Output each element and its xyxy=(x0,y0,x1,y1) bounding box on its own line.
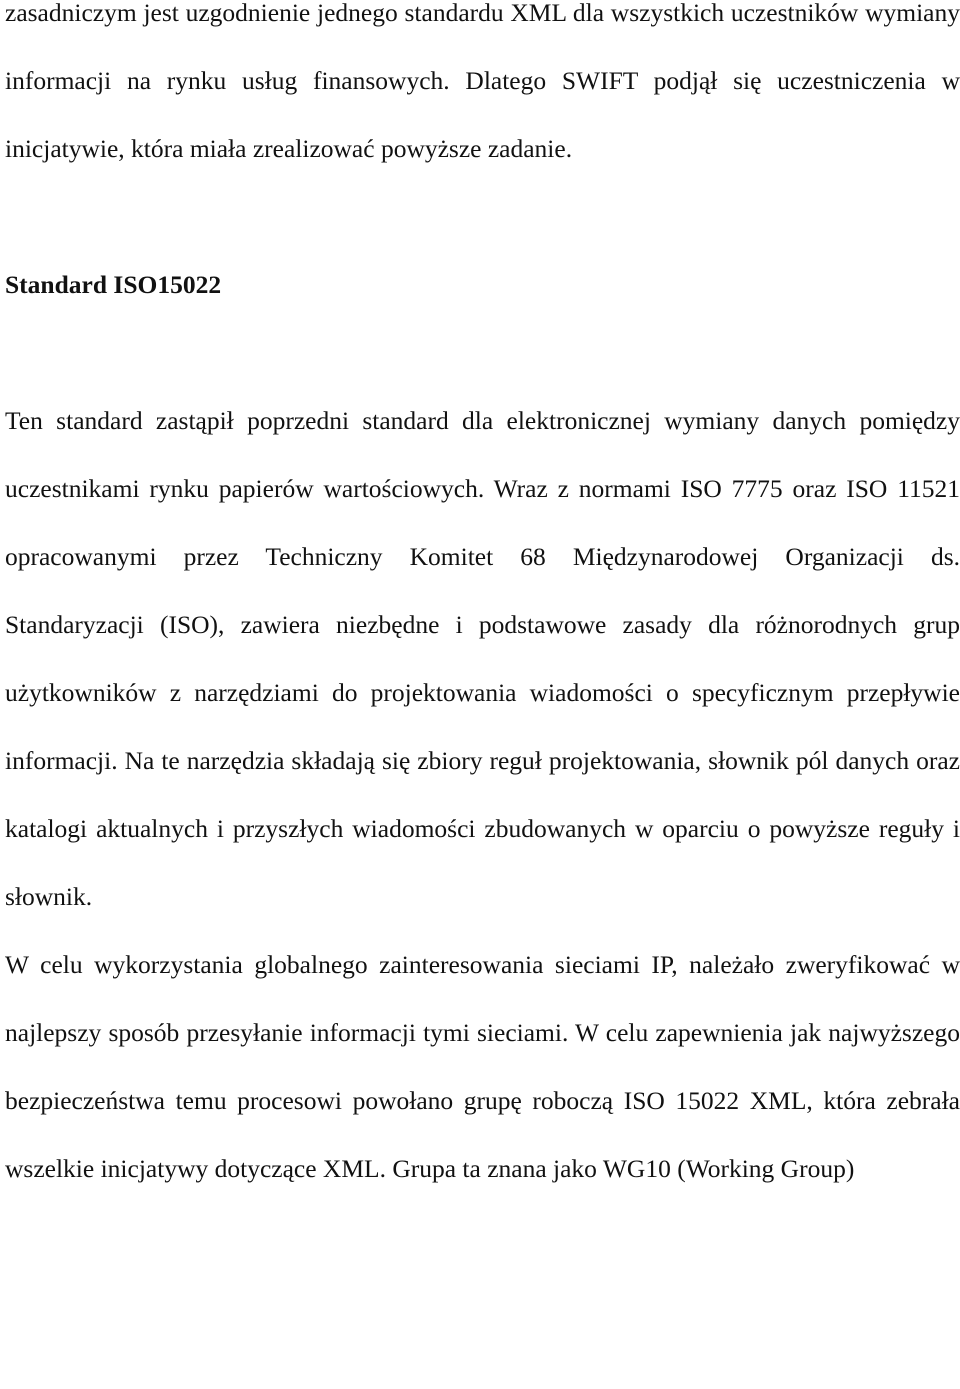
body-paragraph-2: W celu wykorzystania globalnego zainteresowania sieciami IP, należało zweryfikować w najlepszy sposób przesyłanie informacji tymi sieciami. W celu zapewnienia jak najwyższego bezpieczeństwa temu procesowi powołano grupę roboczą ISO 15022 XML, która zebrała wszelkie inicjatywy dotyczące XML. Grupa ta znana jako WG10 (Working Group) xyxy=(5,950,960,1183)
spacer xyxy=(5,183,960,251)
document-page xyxy=(5,0,960,1203)
section-heading: Standard ISO15022 xyxy=(5,270,222,299)
body-paragraph-1: Ten standard zastąpił poprzedni standard dla elektronicznej wymiany danych pomiędzy uczestnikami rynku papierów wartościowych. Wraz z normami ISO 7775 oraz ISO 11521 opracowanymi przez Techniczny Komitet 68 Międzynarodowej Organizacji ds. Standaryzacji (ISO), zawiera niezbędne i podstawowe zasady dla różnorodnych grup użytkowników z narzędziami do projektowania wiadomości o specyficznym przepływie informacji. Na te narzędzia składają się zbiory reguł projektowania, słownik pól danych oraz katalogi aktualnych i przyszłych wiadomości zbudowanych w oparciu o powyższe reguły i słownik. xyxy=(5,406,960,911)
spacer xyxy=(5,319,960,387)
intro-paragraph: zasadniczym jest uzgodnienie jednego standardu XML dla wszystkich uczestników wymiany informacji na rynku usług finansowych. Dlatego SWIFT podjął się uczestniczenia w inicjatywie, która miała zrealizować powyższe zadanie. xyxy=(5,0,960,163)
